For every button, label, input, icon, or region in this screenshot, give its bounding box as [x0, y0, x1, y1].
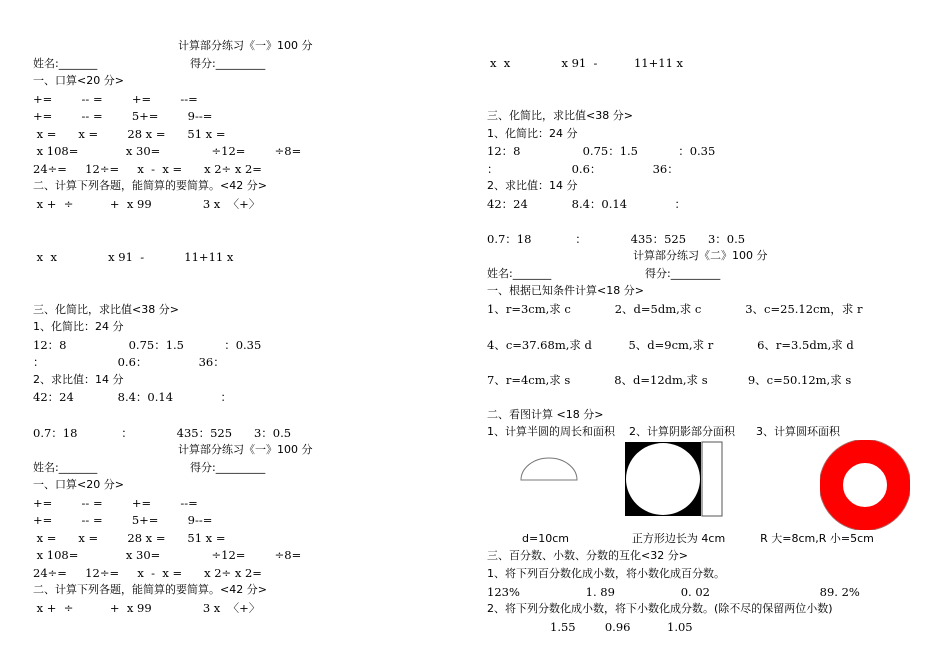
annulus-figure [820, 440, 910, 530]
calc-row-2: x x x 91 - 11+11 x [33, 250, 234, 264]
oral-row-1: += -- = += --= [33, 92, 198, 106]
section-conversion-heading: 三、百分数、小数、分数的互化<32 分> [487, 549, 688, 562]
calc-row-1-repeat: x + ÷ + x 99 3 x 〈+〉 [33, 601, 261, 615]
oral-row-2: += -- = 5+= 9--= [33, 109, 213, 123]
section-ratio-heading: 三、化简比，求比值<38 分> [33, 303, 179, 316]
semicircle-figure [519, 455, 579, 483]
conversion-row-1: 123% 1. 89 0. 02 89. 2% [487, 585, 860, 599]
conditions-row-1: 1、r=3cm,求 c 2、d=5dm,求 c 3、c=25.12cm，求 r [487, 302, 863, 316]
conditions-row-2: 4、c=37.68m,求 d 5、d=9cm,求 r 6、r=3.5dm,求 d [487, 338, 854, 352]
ratio-row-1: 12：8 0.75：1.5 ：0.35 [33, 338, 262, 352]
calc-row-1: x + ÷ + x 99 3 x 〈+〉 [33, 197, 261, 211]
section-calc-heading-repeat: 二、计算下列各题，能简算的要简算。<42 分> [33, 583, 267, 596]
oral-row-5-repeat: 24÷= 12÷= x - x = x 2÷ x 2= [33, 566, 262, 580]
oral-row-5: 24÷= 12÷= x - x = x 2÷ x 2= [33, 162, 262, 176]
oral-row-4: x 108= x 30= ÷12= ÷8= [33, 144, 302, 158]
calc-row-top: x x x 91 - 11+11 x [490, 56, 684, 70]
ratio-row-4: 0.7：18 ： 435：525 3：0.5 [33, 426, 292, 440]
figure-captions: d=10cm 正方形边长为 4cm R 大=8cm,R 小=5cm [522, 532, 874, 545]
conversion-row-2: 1.55 0.96 1.05 [550, 620, 693, 634]
ratio-sub-2-right: 2、求比值：14 分 [487, 179, 578, 192]
section-oral-heading-repeat: 一、口算<20 分> [33, 478, 124, 491]
conversion-sub-1: 1、将下列百分数化成小数，将小数化成百分数。 [487, 567, 725, 580]
ratio-row-1-right: 12：8 0.75：1.5 ：0.35 [487, 144, 716, 158]
oral-row-3: x = x = 28 x = 51 x = [33, 127, 226, 141]
oral-row-2-repeat: += -- = 5+= 9--= [33, 513, 213, 527]
conditions-row-3: 7、r=4cm,求 s 8、d=12dm,求 s 9、c=50.12m,求 s [487, 373, 852, 387]
worksheet-title-1-repeat: 计算部分练习《一》100 分 [178, 443, 313, 456]
worksheet-title-1: 计算部分练习《一》100 分 [178, 39, 313, 52]
name-field: 姓名:_______ [33, 57, 98, 70]
name-field-repeat: 姓名:_______ [33, 461, 98, 474]
oral-row-3-repeat: x = x = 28 x = 51 x = [33, 531, 226, 545]
score-field-2: 得分:_________ [645, 267, 721, 280]
score-field: 得分:_________ [190, 57, 266, 70]
shaded-square-figure [624, 441, 724, 517]
name-field-2: 姓名:_______ [487, 267, 552, 280]
ratio-row-2-right: ： 0.6： 36： [487, 162, 679, 176]
section-calc-heading: 二、计算下列各题，能简算的要简算。<42 分> [33, 179, 267, 192]
ratio-row-3: 42：24 8.4：0.14 ： [33, 390, 233, 404]
score-field-repeat: 得分:_________ [190, 461, 266, 474]
section-ratio-heading-right: 三、化简比，求比值<38 分> [487, 109, 633, 122]
section-figures-heading: 二、看图计算 <18 分> [487, 408, 604, 421]
ratio-sub-1-right: 1、化简比：24 分 [487, 127, 578, 140]
ratio-row-2: ： 0.6： 36： [33, 355, 225, 369]
ratio-sub-2: 2、求比值：14 分 [33, 373, 124, 386]
section-oral-heading: 一、口算<20 分> [33, 74, 124, 87]
oral-row-1-repeat: += -- = += --= [33, 496, 198, 510]
ratio-row-3-right: 42：24 8.4：0.14 ： [487, 197, 687, 211]
worksheet-title-2: 计算部分练习《二》100 分 [633, 249, 768, 262]
conversion-sub-2: 2、将下列分数化成小数，将下小数化成分数。(除不尽的保留两位小数) [487, 602, 833, 615]
ratio-row-4-right: 0.7：18 ： 435：525 3：0.5 [487, 232, 746, 246]
figure-tasks: 1、计算半圆的周长和面积 2、计算阴影部分面积 3、计算圆环面积 [487, 425, 840, 438]
section-conditions-heading: 一、根据已知条件计算<18 分> [487, 284, 644, 297]
oral-row-4-repeat: x 108= x 30= ÷12= ÷8= [33, 548, 302, 562]
ratio-sub-1: 1、化简比：24 分 [33, 320, 124, 333]
